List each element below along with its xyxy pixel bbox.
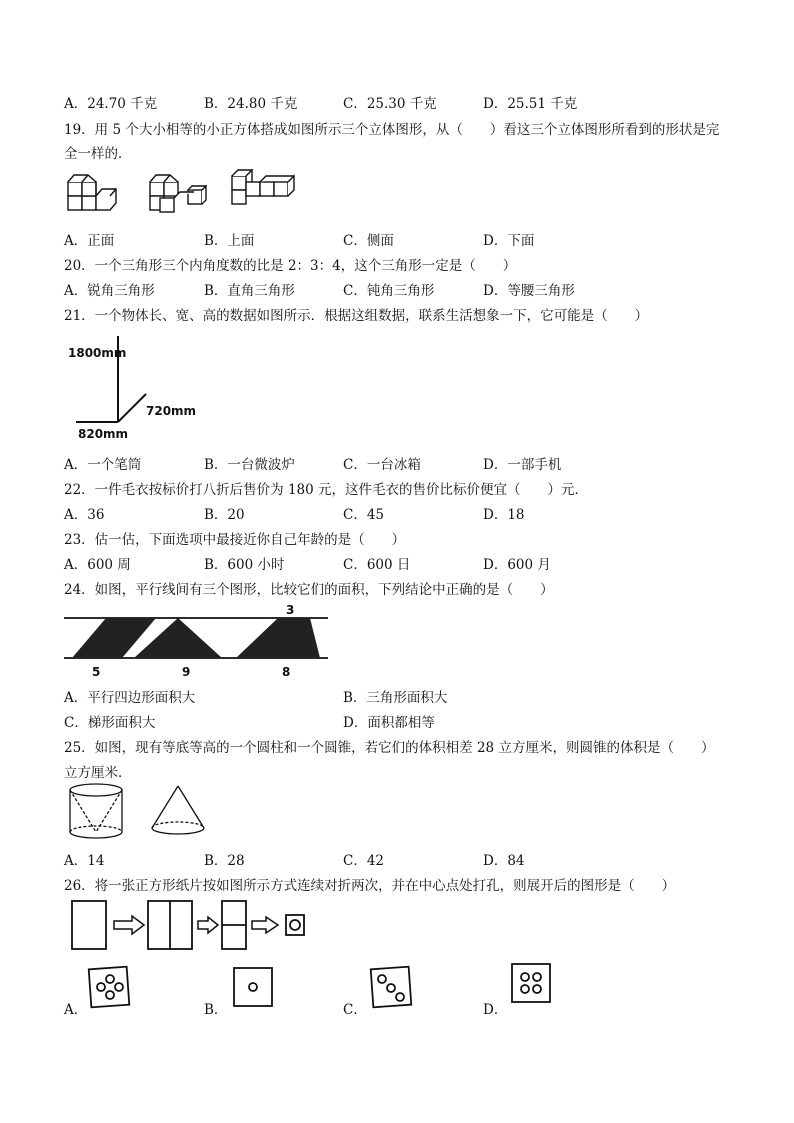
q19-stem-line2: 全一样的． — [64, 146, 132, 162]
q24-option-c: C．梯形面积大 — [64, 715, 156, 731]
q19-cube-figures — [66, 168, 306, 216]
q25-option-a: A．14 — [64, 853, 105, 869]
q24-stem: 24．如图，平行线间有三个图形，比较它们的面积，下列结论中正确的是（ ） — [64, 582, 554, 598]
answer-c-figure — [371, 967, 412, 1008]
q20-option-c: C．钝角三角形 — [343, 283, 435, 299]
q18-option-c: C．25.30 千克 — [343, 96, 437, 112]
q19-option-a: A．正面 — [64, 233, 115, 249]
q24-option-b: B．三角形面积大 — [343, 690, 448, 706]
q24-option-a: A．平行四边形面积大 — [64, 690, 196, 706]
arrow-icons — [114, 916, 278, 934]
q25-stem-line1: 25．如图，现有等底等高的一个圆柱和一个圆锥，若它们的体积相差 28 立方厘米，则圆锥的体积是（ ） — [64, 740, 715, 756]
q20-option-b: B．直角三角形 — [204, 283, 295, 299]
q22-option-a: A．36 — [64, 507, 105, 523]
cube-figure-2 — [150, 175, 206, 212]
q23-option-c: C．600 日 — [343, 557, 411, 573]
q23-option-b: B．600 小时 — [204, 557, 285, 573]
q23-stem: 23．估一估，下面选项中最接近你自己年龄的是（ ） — [64, 532, 406, 548]
q21-option-d: D．一部手机 — [483, 457, 562, 473]
cone-shape — [152, 786, 204, 834]
trapezoid-shape — [236, 618, 320, 658]
q22-option-b: B．20 — [204, 507, 245, 523]
q26-option-a: A． — [64, 1002, 88, 1018]
q23-option-d: D．600 月 — [483, 557, 551, 573]
q18-option-a: A．24.70 千克 — [64, 96, 158, 112]
q23-option-a: A．600 周 — [64, 557, 131, 573]
q24-label-5: 5 — [92, 665, 101, 679]
q19-option-c: C．侧面 — [343, 233, 394, 249]
q26-option-c: C． — [343, 1002, 367, 1018]
arrow-icon — [252, 917, 278, 933]
q22-option-c: C．45 — [343, 507, 385, 523]
q21-option-a: A．一个笔筒 — [64, 457, 142, 473]
q22-stem: 22．一件毛衣按标价打八折后售价为 180 元，这件毛衣的售价比标价便宜（ ）元． — [64, 482, 589, 498]
q25-cylinder-cone-figure — [66, 782, 206, 842]
q25-option-b: B．28 — [204, 853, 245, 869]
q18-option-d: D．25.51 千克 — [483, 96, 578, 112]
q25-stem-line2: 立方厘米． — [64, 765, 132, 781]
answer-a-figure — [89, 967, 130, 1008]
q20-option-a: A．锐角三角形 — [64, 283, 155, 299]
q26-option-d: D． — [483, 1002, 508, 1018]
q20-option-d: D．等腰三角形 — [483, 283, 575, 299]
q22-option-d: D．18 — [483, 507, 525, 523]
q26-folding-figure — [70, 899, 310, 953]
q19-stem-line1: 19．用 5 个大小相等的小正方体搭成如图所示三个立体图形，从（ ）看这三个立体图形所看到的形状是完 — [64, 122, 720, 138]
q24-label-8: 8 — [282, 665, 291, 679]
q26-answer-figures — [88, 966, 548, 1008]
q18-option-b: B．24.80 千克 — [204, 96, 298, 112]
answer-b-figure — [234, 968, 272, 1006]
q26-option-b: B． — [204, 1002, 228, 1018]
q25-option-c: C．42 — [343, 853, 385, 869]
q24-label-3: 3 — [286, 603, 295, 617]
arrow-icon — [198, 917, 218, 933]
q21-height-label: 1800mm — [68, 346, 127, 360]
cube-figure-3 — [232, 170, 294, 204]
q24-option-d: D．面积都相等 — [343, 715, 435, 731]
cube-figure-1 — [68, 175, 116, 210]
q21-width-label: 720mm — [146, 404, 197, 418]
q21-option-b: B．一台微波炉 — [204, 457, 295, 473]
q21-stem: 21．一个物体长、宽、高的数据如图所示．根据这组数据，联系生活想象一下，它可能是（ ） — [64, 308, 649, 324]
q20-stem: 20．一个三角形三个内角度数的比是 2：3：4，这个三角形一定是（ ） — [64, 258, 517, 274]
q24-label-9: 9 — [182, 665, 191, 679]
q21-option-c: C．一台冰箱 — [343, 457, 421, 473]
cylinder-shape — [70, 784, 122, 838]
q19-option-d: D．下面 — [483, 233, 535, 249]
paper-square — [72, 901, 106, 949]
q19-option-b: B．上面 — [204, 233, 255, 249]
q21-length-label: 820mm — [78, 427, 129, 441]
arrow-icon — [114, 916, 144, 934]
q25-option-d: D．84 — [483, 853, 525, 869]
q26-stem: 26．将一张正方形纸片按如图所示方式连续对折两次，并在中心点处打孔，则展开后的图形是（ ） — [64, 878, 676, 894]
answer-d-figure — [512, 964, 550, 1002]
